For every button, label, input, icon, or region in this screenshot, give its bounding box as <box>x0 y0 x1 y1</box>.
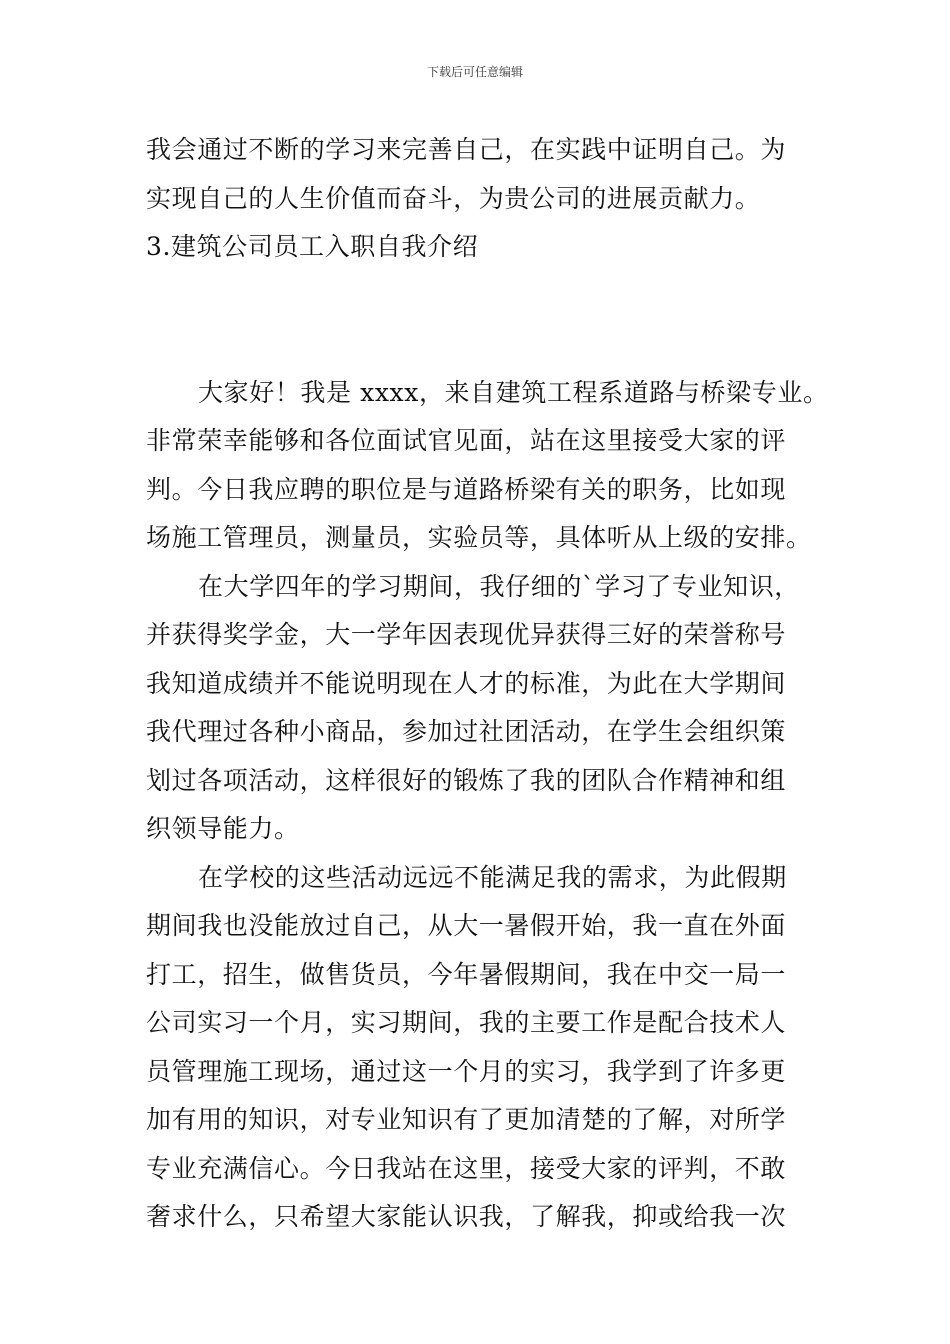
paragraph-1 <box>146 369 836 563</box>
body-line: 我知道成绩并不能说明现在人才的标准，为此在大学期间 <box>146 668 787 698</box>
body-line: 期间我也没能放过自己，从大一暑假开始，我一直在外面 <box>146 911 787 940</box>
body-line: 场施工管理员，测量员，实验员等，具体听从上级的安排。 <box>146 523 812 552</box>
paragraph-3 <box>146 854 836 1242</box>
section-spacer <box>146 272 836 369</box>
body-line: 实现自己的人生价值而奋斗，为贵公司的进展贡献力。 <box>146 183 761 213</box>
section-heading: 3.建筑公司员工入职自我介绍 <box>146 232 479 261</box>
body-line: 划过各项活动，这样很好的锻炼了我的团队合作精神和组 <box>146 765 787 795</box>
body-line: 非常荣幸能够和各位面试官见面，站在这里接受大家的评 <box>146 426 787 455</box>
body-line: 我会通过不断的学习来完善自己，在实践中证明自己。为 <box>146 135 787 164</box>
body-line: 并获得奖学金，大一学年因表现优异获得三好的荣誉称号 <box>146 620 787 649</box>
document-body <box>146 126 836 1242</box>
page-header-note: 下载后可任意编辑 <box>426 65 523 79</box>
body-line: 我代理过各种小商品，参加过社团活动，在学生会组织策 <box>146 717 787 746</box>
body-line: 专业充满信心。今日我站在这里，接受大家的评判，不敢 <box>146 1153 787 1183</box>
body-line: 在学校的这些活动远远不能满足我的需求，为此假期 <box>198 862 787 892</box>
body-line: 加有用的知识，对专业知识有了更加清楚的了解，对所学 <box>146 1105 787 1134</box>
body-line: 判。今日我应聘的职位是与道路桥梁有关的职务，比如现 <box>146 474 787 504</box>
body-line: 大家好！我是 xxxx，来自建筑工程系道路与桥梁专业。 <box>198 377 829 407</box>
body-line: 织领导能力。 <box>146 814 300 843</box>
body-line: 公司实习一个月，实习期间，我的主要工作是配合技术人 <box>146 1008 787 1037</box>
body-line: 在大学四年的学习期间，我仔细的`学习了专业知识， <box>198 571 800 601</box>
body-line: 奢求什么，只希望大家能认识我，了解我，抑或给我一次 <box>146 1202 787 1231</box>
body-line: 打工，招生，做售货员，今年暑假期间，我在中交一局一 <box>146 959 787 989</box>
paragraph-2 <box>146 563 836 854</box>
body-line: 员管理施工现场，通过这一个月的实习，我学到了许多更 <box>146 1056 787 1086</box>
